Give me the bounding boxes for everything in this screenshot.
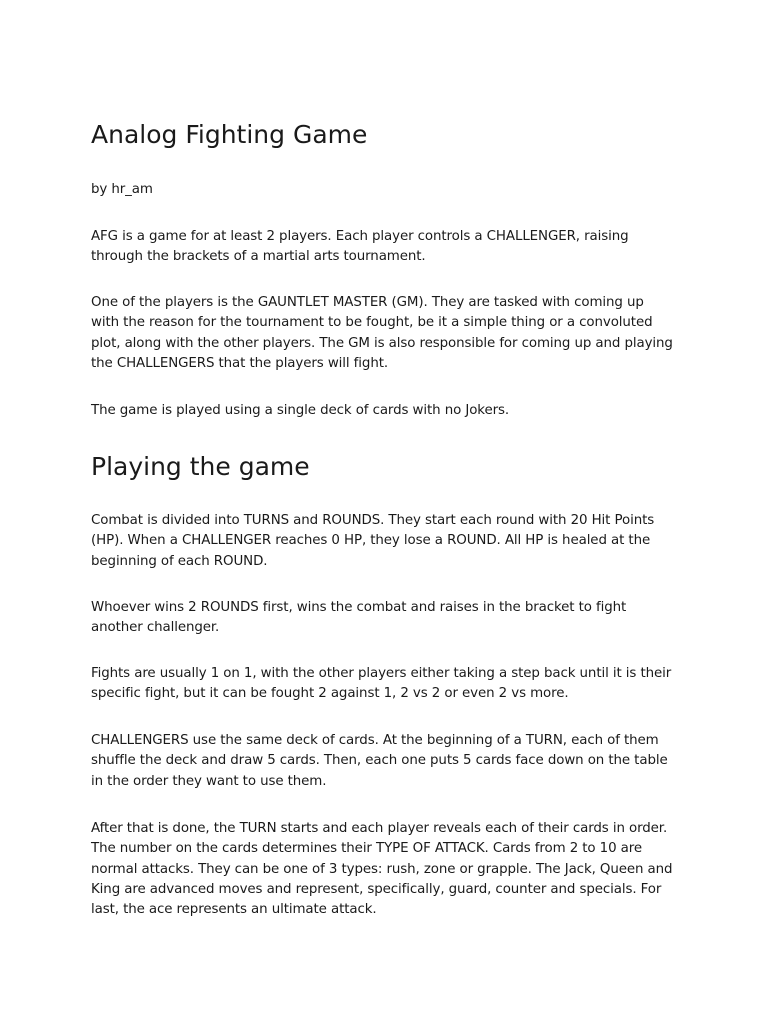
document-title: Analog Fighting Game <box>91 120 368 149</box>
text-line: (HP). When a CHALLENGER reaches 0 HP, they lose a ROUND. All HP is healed at the <box>91 533 651 549</box>
section-paragraph-4 <box>91 731 686 792</box>
text-line: in the order they want to use them. <box>91 773 327 789</box>
text-line: CHALLENGERS use the same deck of cards. At the beginning of a TURN, each of them <box>91 733 659 748</box>
text-line: last, the ace represents an ultimate attack. <box>91 902 377 918</box>
intro-paragraph-3 <box>91 401 686 421</box>
section-paragraph-3 <box>91 664 686 705</box>
section-paragraph-1 <box>91 511 686 572</box>
section-heading: Playing the game <box>91 452 310 481</box>
text-line: the CHALLENGERS that the players will fight. <box>91 355 389 371</box>
byline: by hr_am <box>91 182 153 197</box>
text-line: AFG is a game for at least 2 players. Each player controls a CHALLENGER, raising <box>91 229 629 244</box>
section-paragraph-5 <box>91 819 686 920</box>
text-line: King are advanced moves and represent, specifically, guard, counter and specials. For <box>91 881 662 897</box>
text-line: another challenger. <box>91 620 220 636</box>
text-line: Whoever wins 2 ROUNDS first, wins the combat and raises in the bracket to fight <box>91 600 627 615</box>
text-line: Fights are usually 1 on 1, with the other players either taking a step back until it is their <box>91 666 672 681</box>
text-line: The game is played using a single deck of cards with no Jokers. <box>91 403 510 418</box>
text-line: After that is done, the TURN starts and each player reveals each of their cards in order. <box>91 821 668 836</box>
text-line: with the reason for the tournament to be fought, be it a simple thing or a convoluted <box>91 315 653 331</box>
text-line: specific fight, but it can be fought 2 against 1, 2 vs 2 or even 2 vs more. <box>91 686 569 702</box>
text-line: through the brackets of a martial arts tournament. <box>91 249 426 265</box>
text-line: shuffle the deck and draw 5 cards. Then, each one puts 5 cards face down on the table <box>91 753 668 769</box>
text-line: One of the players is the GAUNTLET MASTER (GM). They are tasked with coming up <box>91 295 644 310</box>
text-line: plot, along with the other players. The GM is also responsible for coming up and playing <box>91 335 673 351</box>
section-paragraph-2 <box>91 598 686 639</box>
text-line: The number on the cards determines their TYPE OF ATTACK. Cards from 2 to 10 are <box>91 841 643 857</box>
text-line: normal attacks. They can be one of 3 types: rush, zone or grapple. The Jack, Queen and <box>91 861 673 877</box>
text-line: Combat is divided into TURNS and ROUNDS. They start each round with 20 Hit Points <box>91 513 655 528</box>
intro-paragraph-1 <box>91 227 686 268</box>
text-line: beginning of each ROUND. <box>91 553 268 569</box>
intro-paragraph-2 <box>91 293 686 374</box>
